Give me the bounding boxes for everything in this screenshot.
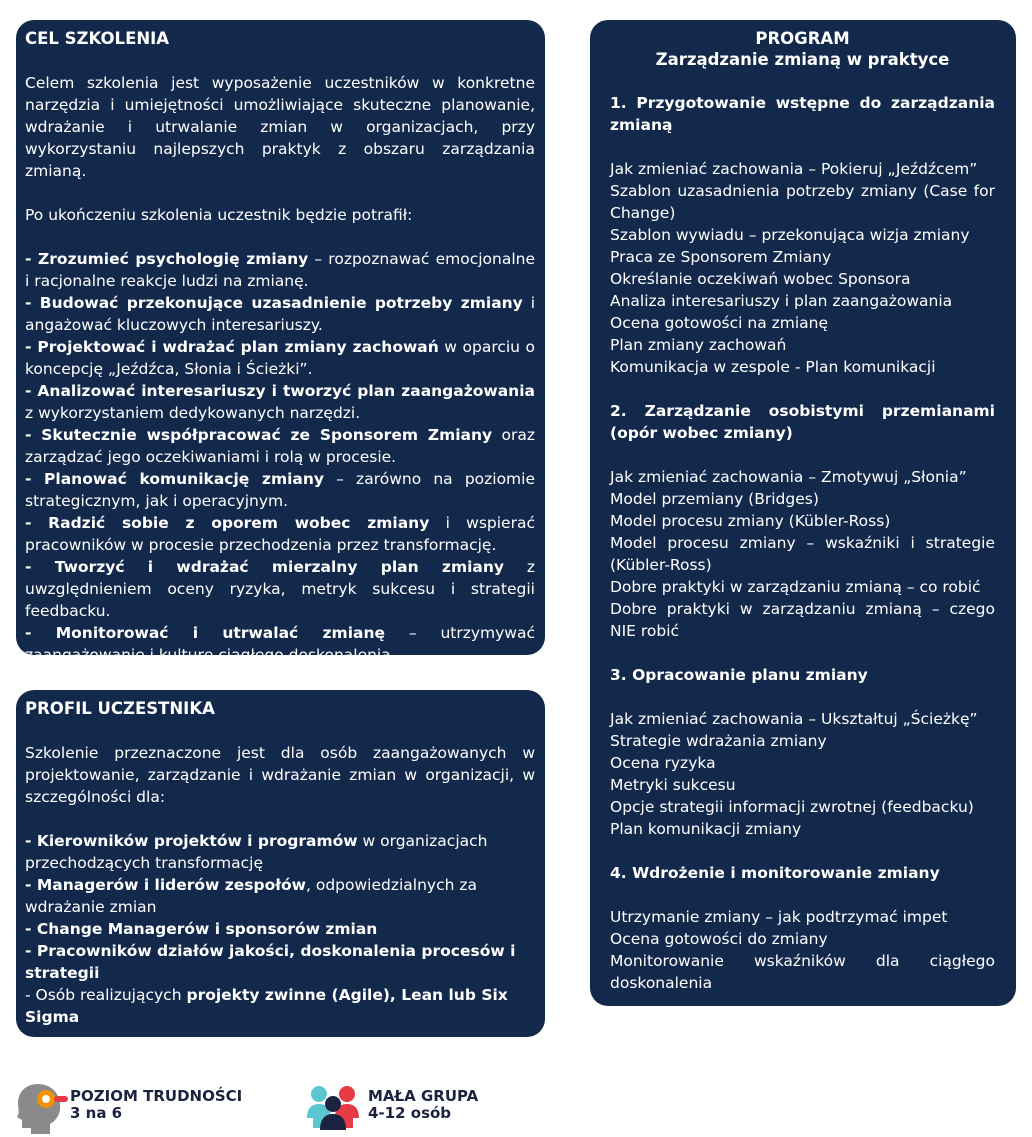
program-title: PROGRAM bbox=[755, 29, 850, 48]
difficulty-label: POZIOM TRUDNOŚCI bbox=[70, 1087, 243, 1105]
program-item: Metryki sukcesu bbox=[610, 776, 736, 794]
program-item: Opcje strategii informacji zwrotnej (feedbacku) bbox=[610, 798, 974, 816]
program-item: Komunikacja w zespole - Plan komunikacji bbox=[610, 358, 936, 376]
profile-bullet: - Kierowników projektów i programów w organizacjach przechodzących transformację bbox=[25, 832, 488, 872]
difficulty-value: 3 na 6 bbox=[70, 1104, 123, 1122]
goal-title: CEL SZKOLENIA bbox=[25, 29, 170, 48]
program-item: Jak zmieniać zachowania – Pokieruj „Jeźdźcem” bbox=[610, 160, 978, 178]
group-text bbox=[368, 1088, 478, 1122]
profile-title: PROFIL UCZESTNIKA bbox=[25, 699, 215, 718]
goal-bullet: - Monitorować i utrwalać zmianę – utrzymywać zaangażowanie i kulturę ciągłego doskonalenia. bbox=[25, 624, 536, 664]
program-subtitle: Zarządzanie zmianą w praktyce bbox=[655, 50, 950, 69]
goal-lead: Po ukończeniu szkolenia uczestnik będzie potrafił: bbox=[25, 206, 413, 224]
program-item: Ocena ryzyka bbox=[610, 754, 716, 772]
program-section-items bbox=[610, 708, 995, 840]
program-item: Dobre praktyki w zarządzaniu zmianą – co robić bbox=[610, 578, 981, 596]
program-item: Jak zmieniać zachowania – Ukształtuj „Ścieżkę” bbox=[610, 710, 978, 728]
goal-bullet: - Analizować interesariuszy i tworzyć plan zaangażowania z wykorzystaniem dedykowanych narzędzi. bbox=[25, 382, 535, 422]
program-section-heading: 2. Zarządzanie osobistymi przemianami (opór wobec zmiany) bbox=[610, 402, 995, 442]
profile-intro: Szkolenie przeznaczone jest dla osób zaangażowanych w projektowanie, zarządzanie i wdrażanie zmian w organizacji, w szczególności dla: bbox=[25, 744, 535, 806]
goal-bullet: - Budować przekonujące uzasadnienie potrzeby zmiany i angażować kluczowych interesariuszy. bbox=[25, 294, 535, 334]
program-section-items bbox=[610, 158, 995, 378]
program-item: Monitorowanie wskaźników dla ciągłego doskonalenia bbox=[610, 952, 995, 992]
profile-bullet: - Managerów i liderów zespołów, odpowiedzialnych za wdrażanie zmian bbox=[25, 876, 478, 916]
program-item: Jak zmieniać zachowania – Zmotywuj „Słonia” bbox=[610, 468, 967, 486]
head-gear-icon bbox=[14, 1082, 70, 1134]
program-item: Utrzymanie zmiany – jak podtrzymać impet bbox=[610, 908, 948, 926]
people-group-icon bbox=[304, 1082, 364, 1132]
program-title-block bbox=[610, 28, 995, 70]
program-item: Model procesu zmiany (Kübler-Ross) bbox=[610, 512, 891, 530]
group-label: MAŁA GRUPA bbox=[368, 1087, 479, 1105]
program-item: Model procesu zmiany – wskaźniki i strategie (Kübler-Ross) bbox=[610, 534, 995, 574]
program-section-heading: 3. Opracowanie planu zmiany bbox=[610, 666, 868, 684]
program-section-items bbox=[610, 906, 995, 994]
goal-bullet: - Skutecznie współpracować ze Sponsorem Zmiany oraz zarządzać jego oczekiwaniami i rolą w procesie. bbox=[25, 426, 536, 466]
program-item: Określanie oczekiwań wobec Sponsora bbox=[610, 270, 911, 288]
program-item: Ocena gotowości do zmiany bbox=[610, 930, 828, 948]
program-section-heading: 4. Wdrożenie i monitorowanie zmiany bbox=[610, 864, 940, 882]
program-item: Ocena gotowości na zmianę bbox=[610, 314, 829, 332]
group-value: 4-12 osób bbox=[368, 1104, 452, 1122]
program-item: Plan zmiany zachowań bbox=[610, 336, 787, 354]
program-item: Plan komunikacji zmiany bbox=[610, 820, 802, 838]
program-item: Analiza interesariuszy i plan zaangażowania bbox=[610, 292, 953, 310]
program-item: Model przemiany (Bridges) bbox=[610, 490, 819, 508]
program-item: Dobre praktyki w zarządzaniu zmianą – czego NIE robić bbox=[610, 600, 995, 640]
profile-bullet: - Change Managerów i sponsorów zmian bbox=[25, 920, 378, 938]
goal-bullet: - Projektować i wdrażać plan zmiany zachowań w oparciu o koncepcję „Jeźdźca, Słonia i Ścieżki”. bbox=[25, 338, 535, 378]
goal-bullet: - Radzić sobie z oporem wobec zmiany i wspierać pracowników w procesie przechodzenia przez transformację. bbox=[25, 514, 535, 554]
profile-bullets bbox=[25, 830, 535, 1028]
program-item: Szablon uzasadnienia potrzeby zmiany (Case for Change) bbox=[610, 182, 995, 222]
goal-bullets bbox=[25, 248, 535, 666]
participant-profile-card bbox=[16, 690, 545, 1037]
program-card bbox=[590, 20, 1016, 1006]
difficulty-level bbox=[14, 1082, 242, 1134]
program-item: Praca ze Sponsorem Zmiany bbox=[610, 248, 832, 266]
goal-bullet: - Zrozumieć psychologię zmiany – rozpoznawać emocjonalne i racjonalne reakcje ludzi na zmianę. bbox=[25, 250, 535, 290]
profile-bullet: - Osób realizujących projekty zwinne (Agile), Lean lub Six Sigma bbox=[25, 986, 508, 1026]
profile-bullet: - Pracowników działów jakości, doskonalenia procesów i strategii bbox=[25, 942, 516, 982]
goal-bullet: - Tworzyć i wdrażać mierzalny plan zmiany z uwzględnieniem oceny ryzyka, metryk sukcesu i strategii feedbacku. bbox=[25, 558, 535, 620]
goal-card bbox=[16, 20, 545, 664]
difficulty-text bbox=[70, 1088, 242, 1122]
group-size bbox=[304, 1082, 478, 1132]
program-section-items bbox=[610, 466, 995, 642]
goal-bullet: - Planować komunikację zmiany – zarówno na poziomie strategicznym, jak i operacyjnym. bbox=[25, 470, 536, 510]
program-item: Strategie wdrażania zmiany bbox=[610, 732, 827, 750]
program-item: Szablon wywiadu – przekonująca wizja zmiany bbox=[610, 226, 970, 244]
program-section-heading: 1. Przygotowanie wstępne do zarządzania zmianą bbox=[610, 94, 995, 134]
goal-intro: Celem szkolenia jest wyposażenie uczestników w konkretne narzędzia i umiejętności umożliwiające skuteczne planowanie, wdrażanie i utrwalanie zmian w organizacjach, przy wykorzystaniu najlepszych praktyk z obszaru zarządzania zmianą. bbox=[25, 74, 535, 180]
